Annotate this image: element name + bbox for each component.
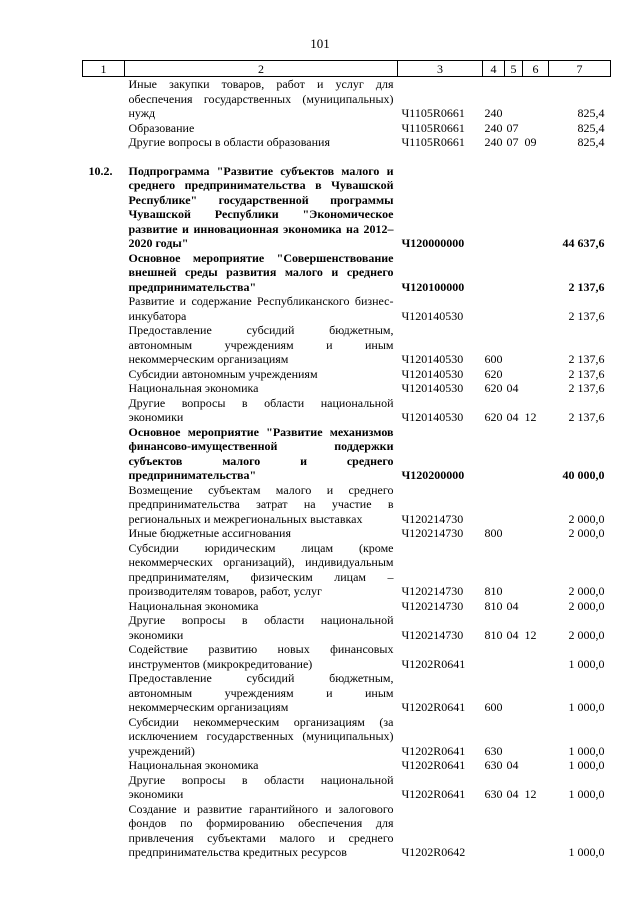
row-amount: 2 137,6 xyxy=(568,410,605,424)
row-amount: 2 137,6 xyxy=(568,381,605,395)
column-header: 7 xyxy=(549,61,611,77)
subsection-code xyxy=(523,802,549,860)
row-number: 10.2. xyxy=(88,163,113,178)
section-code xyxy=(505,715,523,759)
target-article-code: Ч1202R0641 xyxy=(401,700,466,714)
table-row xyxy=(83,367,611,382)
section-code xyxy=(505,367,523,382)
row-name: Национальная экономика xyxy=(128,758,259,772)
expense-type-code: 630 xyxy=(484,758,503,772)
row-number xyxy=(83,758,125,773)
expense-type-code: 240 xyxy=(484,106,503,120)
row-name: Другие вопросы в области образования xyxy=(128,135,330,149)
subsection-code: 12 xyxy=(524,787,537,801)
table-row xyxy=(83,425,611,483)
row-name: Субсидии некоммерческим организациям (за исключением государственных (муниципальных) учреждений) xyxy=(128,714,394,758)
row-amount: 825,4 xyxy=(577,120,605,135)
expense-type-code xyxy=(483,802,505,860)
table-row xyxy=(83,381,611,396)
subsection-code xyxy=(523,251,549,295)
row-number xyxy=(83,135,125,150)
subsection-code: 12 xyxy=(524,410,537,424)
subsection-code: 12 xyxy=(524,627,537,642)
spacer-cell xyxy=(83,150,611,164)
expense-type-code: 600 xyxy=(484,700,503,714)
subsection-code xyxy=(523,381,549,396)
row-number xyxy=(83,773,125,802)
table-row xyxy=(83,526,611,541)
row-number xyxy=(83,541,125,599)
subsection-code xyxy=(523,599,549,614)
row-number xyxy=(83,599,125,614)
row-amount: 2 000,0 xyxy=(568,584,605,598)
row-name: Подпрограмма "Развитие субъектов малого и среднего предпринимательства в Чувашской Республике" государственной программы Чувашской Республики "Экономическое развитие и инновационная экономика на 2012–2020 годы" xyxy=(128,163,394,250)
section-code xyxy=(505,323,523,367)
spacer-row xyxy=(83,150,611,164)
row-name: Содействие развитию новых финансовых инструментов (микрокредитование) xyxy=(128,642,394,671)
expense-type-code: 600 xyxy=(484,352,503,366)
expense-type-code xyxy=(483,164,505,251)
target-article-code: Ч120214730 xyxy=(401,526,464,540)
row-amount: 40 000,0 xyxy=(562,468,605,482)
table-header-row xyxy=(83,61,611,77)
target-article-code: Ч1202R0641 xyxy=(401,758,466,772)
subsection-code xyxy=(523,425,549,483)
row-number xyxy=(83,613,125,642)
section-code xyxy=(505,425,523,483)
row-number xyxy=(83,77,125,121)
row-name: Иные бюджетные ассигнования xyxy=(128,526,291,540)
row-number xyxy=(83,251,125,295)
section-code: 04 xyxy=(506,598,519,613)
section-code: 07 xyxy=(506,120,519,135)
target-article-code: Ч1202R0642 xyxy=(401,845,466,859)
subsection-code xyxy=(523,758,549,773)
target-article-code: Ч120140530 xyxy=(401,352,464,366)
row-amount: 1 000,0 xyxy=(568,787,605,801)
target-article-code: Ч1105R0661 xyxy=(401,106,465,120)
column-header: 5 xyxy=(505,61,523,77)
row-amount: 2 000,0 xyxy=(568,627,605,642)
row-name: Предоставление субсидий бюджетным, автономным учреждениям и иным некоммерческим организациям xyxy=(128,323,394,366)
subsection-code xyxy=(523,715,549,759)
target-article-code: Ч120214730 xyxy=(401,627,464,642)
row-name: Другие вопросы в области национальной экономики xyxy=(128,395,394,424)
expense-type-code: 240 xyxy=(484,135,503,149)
row-amount: 2 137,6 xyxy=(568,279,605,294)
row-number xyxy=(83,802,125,860)
section-code: 04 xyxy=(506,758,519,772)
subsection-code xyxy=(523,541,549,599)
target-article-code: Ч120214730 xyxy=(401,584,464,598)
section-code: 04 xyxy=(506,787,519,801)
table-body xyxy=(83,61,611,860)
row-name: Другие вопросы в области национальной экономики xyxy=(128,772,394,801)
target-article-code: Ч1202R0641 xyxy=(401,656,466,671)
expense-type-code: 810 xyxy=(484,627,503,642)
column-header: 1 xyxy=(83,61,125,77)
section-code xyxy=(505,77,523,121)
row-number xyxy=(83,526,125,541)
table-row xyxy=(83,642,611,671)
row-amount: 2 000,0 xyxy=(568,526,605,540)
row-number xyxy=(83,323,125,367)
table-row xyxy=(83,294,611,323)
column-header: 3 xyxy=(398,61,483,77)
section-code: 04 xyxy=(506,410,519,424)
table-row xyxy=(83,251,611,295)
expense-type-code xyxy=(483,251,505,295)
row-name: Создание и развитие гарантийного и залогового фондов по формированию обеспечения для привлечения субъектами малого и среднего предпринимательства кредитных ресурсов xyxy=(128,801,394,859)
row-number xyxy=(83,121,125,136)
row-name: Предоставление субсидий бюджетным, автономным учреждениям и иным некоммерческим организациям xyxy=(128,671,394,714)
table-row xyxy=(83,613,611,642)
row-name: Основное мероприятие "Развитие механизмов финансово-имущественной поддержки субъектов малого и среднего предпринимательства" xyxy=(128,424,394,482)
table-row xyxy=(83,135,611,150)
row-name: Другие вопросы в области национальной экономики xyxy=(128,613,394,642)
subsection-code xyxy=(523,367,549,382)
row-name: Субсидии автономным учреждениям xyxy=(128,366,318,381)
expense-type-code xyxy=(483,483,505,527)
expense-type-code xyxy=(483,294,505,323)
column-header: 6 xyxy=(523,61,549,77)
target-article-code: Ч120200000 xyxy=(401,468,465,482)
target-article-code: Ч120140530 xyxy=(401,410,464,424)
table-row xyxy=(83,164,611,251)
row-number xyxy=(83,367,125,382)
target-article-code: Ч1105R0661 xyxy=(401,120,465,135)
table-row xyxy=(83,396,611,425)
row-name: Национальная экономика xyxy=(128,381,259,395)
section-code xyxy=(505,671,523,715)
section-code xyxy=(505,483,523,527)
table-row xyxy=(83,483,611,527)
row-amount: 1 000,0 xyxy=(568,845,605,859)
row-name: Иные закупки товаров, работ и услуг для обеспечения государственных (муниципальных) нужд xyxy=(128,77,394,120)
row-number xyxy=(83,294,125,323)
target-article-code: Ч120140530 xyxy=(401,381,464,395)
column-header: 2 xyxy=(125,61,398,77)
section-code xyxy=(505,541,523,599)
row-amount: 2 137,6 xyxy=(568,352,605,366)
expense-type-code: 800 xyxy=(484,526,503,540)
row-number xyxy=(83,396,125,425)
expense-type-code: 240 xyxy=(484,120,503,135)
section-code: 04 xyxy=(506,627,519,642)
table-row xyxy=(83,599,611,614)
expense-type-code: 620 xyxy=(484,410,503,424)
target-article-code: Ч120140530 xyxy=(401,366,464,381)
section-code xyxy=(505,526,523,541)
subsection-code xyxy=(523,483,549,527)
expense-type-code: 630 xyxy=(484,743,503,758)
section-code xyxy=(505,802,523,860)
expense-type-code: 620 xyxy=(484,381,503,395)
target-article-code: Ч120214730 xyxy=(401,598,464,613)
row-amount: 1 000,0 xyxy=(568,656,605,671)
subsection-code xyxy=(523,323,549,367)
subsection-code xyxy=(523,77,549,121)
row-amount: 1 000,0 xyxy=(568,700,605,714)
row-number xyxy=(83,715,125,759)
table-row xyxy=(83,77,611,121)
expense-type-code: 620 xyxy=(484,366,503,381)
subsection-code xyxy=(523,671,549,715)
target-article-code: Ч1105R0661 xyxy=(401,135,465,149)
table-row xyxy=(83,758,611,773)
subsection-code: 09 xyxy=(524,135,537,149)
row-name: Образование xyxy=(128,120,195,135)
row-number xyxy=(83,671,125,715)
subsection-code xyxy=(523,526,549,541)
table-row xyxy=(83,671,611,715)
row-amount: 2 137,6 xyxy=(568,366,605,381)
row-number xyxy=(83,483,125,527)
section-code: 07 xyxy=(506,135,519,149)
row-amount: 1 000,0 xyxy=(568,758,605,772)
expense-type-code: 810 xyxy=(484,584,503,598)
section-code: 04 xyxy=(506,381,519,395)
target-article-code: Ч1202R0641 xyxy=(401,743,466,758)
row-number xyxy=(83,425,125,483)
table-row xyxy=(83,541,611,599)
row-name: Субсидии юридическим лицам (кроме некоммерческих организаций), индивидуальным предпринимателям, физическим лицам – производителям товаров, работ, услуг xyxy=(128,540,394,598)
row-name: Национальная экономика xyxy=(128,598,259,613)
row-number xyxy=(83,381,125,396)
budget-table xyxy=(82,60,611,860)
table-row xyxy=(83,323,611,367)
row-amount: 2 137,6 xyxy=(568,308,605,323)
table-row xyxy=(83,802,611,860)
expense-type-code: 630 xyxy=(484,787,503,801)
row-amount: 2 000,0 xyxy=(568,511,605,526)
target-article-code: Ч120000000 xyxy=(401,236,465,250)
section-code xyxy=(505,251,523,295)
row-amount: 825,4 xyxy=(577,135,605,149)
expense-type-code: 810 xyxy=(484,598,503,613)
subsection-code xyxy=(523,642,549,671)
section-code xyxy=(505,294,523,323)
row-number xyxy=(83,642,125,671)
table-row xyxy=(83,773,611,802)
table-row xyxy=(83,121,611,136)
row-amount: 44 637,6 xyxy=(562,236,605,250)
row-amount: 825,4 xyxy=(577,106,605,120)
section-code xyxy=(505,164,523,251)
subsection-code xyxy=(523,164,549,251)
target-article-code: Ч120140530 xyxy=(401,308,464,323)
row-name: Развитие и содержание Республиканского бизнес-инкубатора xyxy=(128,294,394,323)
expense-type-code xyxy=(483,642,505,671)
target-article-code: Ч120214730 xyxy=(401,511,464,526)
section-code xyxy=(505,642,523,671)
column-header: 4 xyxy=(483,61,505,77)
target-article-code: Ч120100000 xyxy=(401,279,465,294)
row-name: Основное мероприятие "Совершенствование внешней среды развития малого и среднего предпринимательства" xyxy=(128,250,394,294)
subsection-code xyxy=(523,294,549,323)
table-row xyxy=(83,715,611,759)
target-article-code: Ч1202R0641 xyxy=(401,787,466,801)
page-number: 101 xyxy=(310,36,330,51)
subsection-code xyxy=(523,121,549,136)
expense-type-code xyxy=(483,425,505,483)
row-amount: 1 000,0 xyxy=(568,743,605,758)
row-name: Возмещение субъектам малого и среднего предпринимательства затрат на участие в региональных и межрегиональных выставках xyxy=(128,482,394,526)
row-amount: 2 000,0 xyxy=(568,598,605,613)
